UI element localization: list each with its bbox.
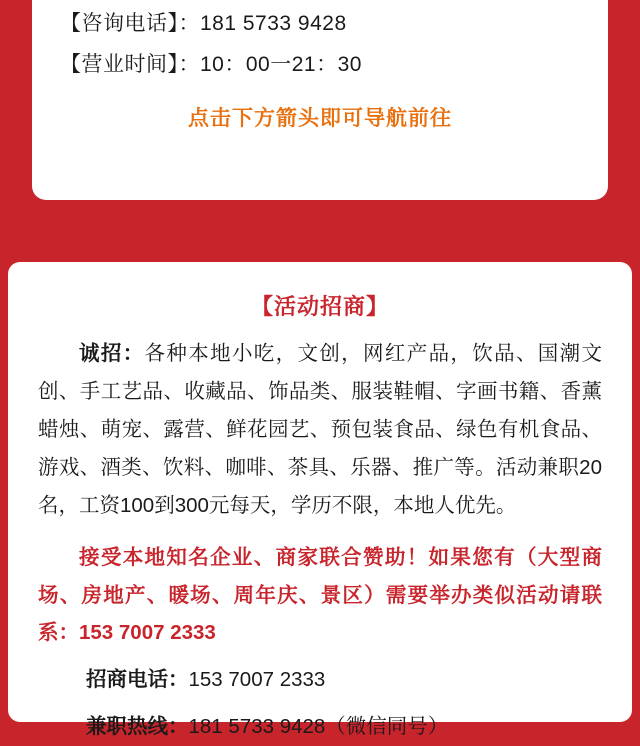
investment-phone-line (38, 662, 602, 699)
recruitment-card (8, 262, 632, 739)
parttime-hotline-line (38, 709, 602, 746)
recruitment-body-text: 各种本地小吃，文创，网红产品，饮品、国潮文创、手工艺品、收藏品、饰品类、服装鞋帽、字画书籍、香薰蜡烛、萌宠、露营、鲜花园艺、预包装食品、绿色有机食品、游戏、酒类、饮料、咖啡、茶具、乐器、推广等。活动兼职20名，工资100到300元每天，学历不限，本地人优先。 (38, 342, 603, 517)
recruitment-paragraph (38, 335, 602, 525)
consult-phone-line: 【咨询电话】：181 5733 9428 (60, 12, 347, 35)
recruitment-lead-label: 诚招： (79, 342, 145, 365)
section-title: 【活动招商】 (250, 294, 389, 319)
contact-info-card (32, 0, 608, 200)
parttime-hotline-label: 兼职热线： (86, 715, 189, 739)
sponsorship-paragraph: 接受本地知名企业、商家联合赞助！如果您有（大型商场、房地产、暖场、周年庆、景区）需要举办类似活动请联系：153 7007 2333 (38, 545, 602, 645)
navigation-cta-text: 点击下方箭头即可导航前往 (188, 106, 452, 130)
parttime-hotline-value: 181 5733 9428（微信同号） (188, 715, 449, 739)
investment-phone-value: 153 7007 2333 (188, 668, 326, 692)
business-hours-line: 【营业时间】：10：00一21：30 (60, 52, 362, 76)
investment-phone-label: 招商电话： (86, 668, 189, 692)
